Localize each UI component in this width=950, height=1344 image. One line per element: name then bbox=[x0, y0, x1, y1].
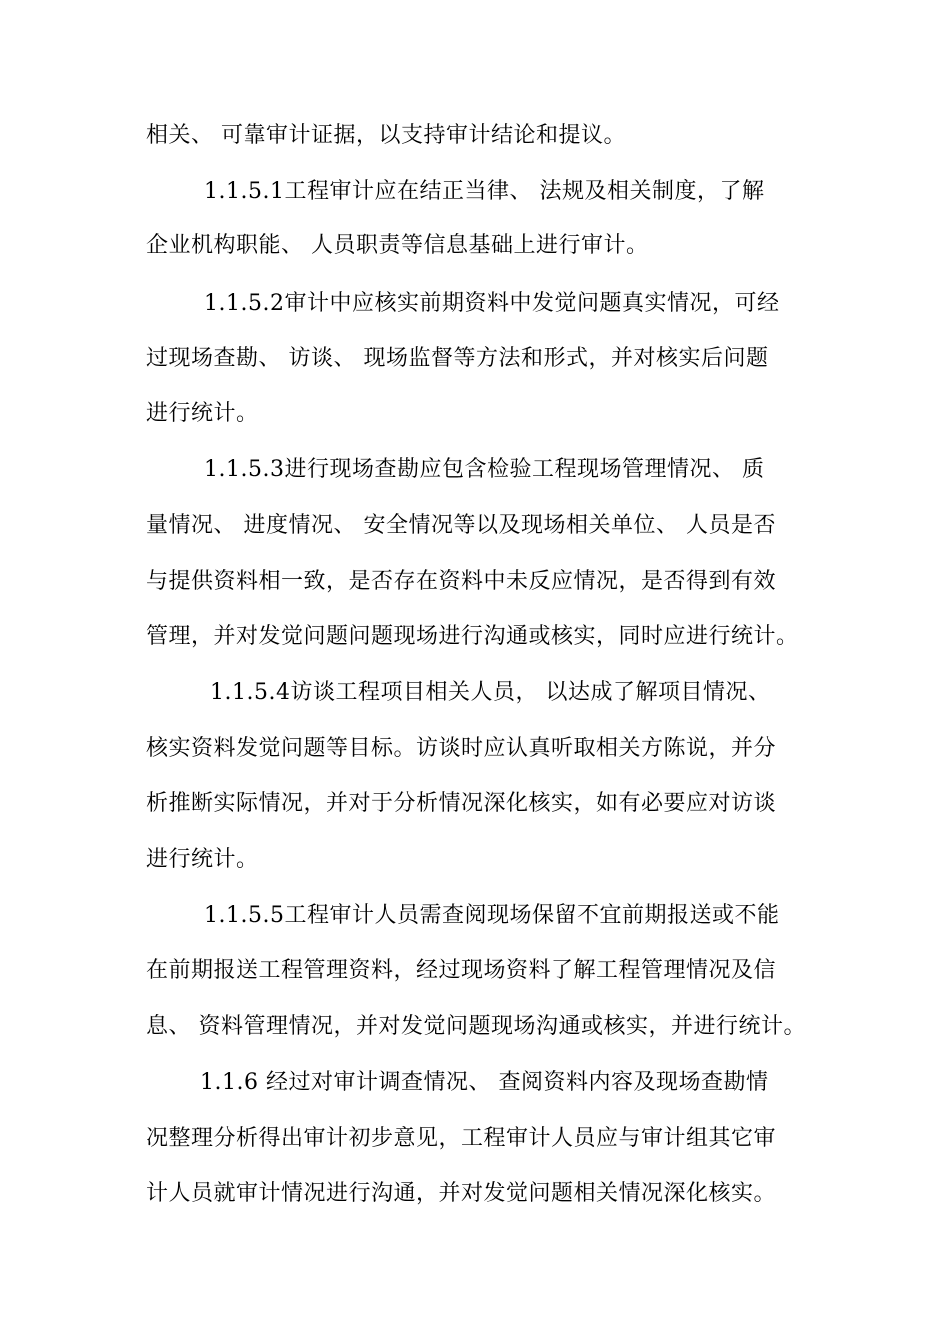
text-line: 企业机构职能、 人员职责等信息基础上进行审计。 bbox=[146, 233, 649, 258]
text-line: 1.1.5.3进行现场查勘应包含检验工程现场管理情况、 质 bbox=[204, 457, 765, 482]
text-line: 析推断实际情况，并对于分析情况深化核实，如有必要应对访谈 bbox=[146, 791, 777, 816]
text-line: 息、 资料管理情况，并对发觉问题现场沟通或核实，并进行统计。 bbox=[146, 1014, 806, 1039]
text-line: 相关、 可靠审计证据，以支持审计结论和提议。 bbox=[146, 123, 626, 148]
text-line: 1.1.6 经过对审计调查情况、 查阅资料内容及现场查勘情 bbox=[200, 1070, 769, 1095]
text-line: 在前期报送工程管理资料，经过现场资料了解工程管理情况及信 bbox=[146, 958, 777, 983]
text-line: 1.1.5.4访谈工程项目相关人员， 以达成了解项目情况、 bbox=[210, 680, 771, 705]
text-line: 过现场查勘、 访谈、 现场监督等方法和形式，并对核实后问题 bbox=[146, 346, 769, 371]
text-line: 进行统计。 bbox=[146, 847, 259, 872]
text-line: 计人员就审计情况进行沟通，并对发觉问题相关情况深化核实。 bbox=[146, 1181, 777, 1206]
text-line: 1.1.5.1工程审计应在结正当律、 法规及相关制度，了解 bbox=[204, 179, 765, 204]
text-line: 况整理分析得出审计初步意见，工程审计人员应与审计组其它审 bbox=[146, 1126, 777, 1151]
text-line: 1.1.5.2审计中应核实前期资料中发觉问题真实情况，可经 bbox=[204, 291, 780, 316]
text-line: 核实资料发觉问题等目标。访谈时应认真听取相关方陈说，并分 bbox=[146, 736, 777, 761]
text-line: 进行统计。 bbox=[146, 401, 259, 426]
text-line: 管理，并对发觉问题问题现场进行沟通或核实，同时应进行统计。 bbox=[146, 624, 799, 649]
text-line: 1.1.5.5工程审计人员需查阅现场保留不宜前期报送或不能 bbox=[204, 903, 780, 928]
text-line: 与提供资料相一致，是否存在资料中未反应情况，是否得到有效 bbox=[146, 569, 777, 594]
text-line: 量情况、 进度情况、 安全情况等以及现场相关单位、 人员是否 bbox=[146, 513, 776, 538]
